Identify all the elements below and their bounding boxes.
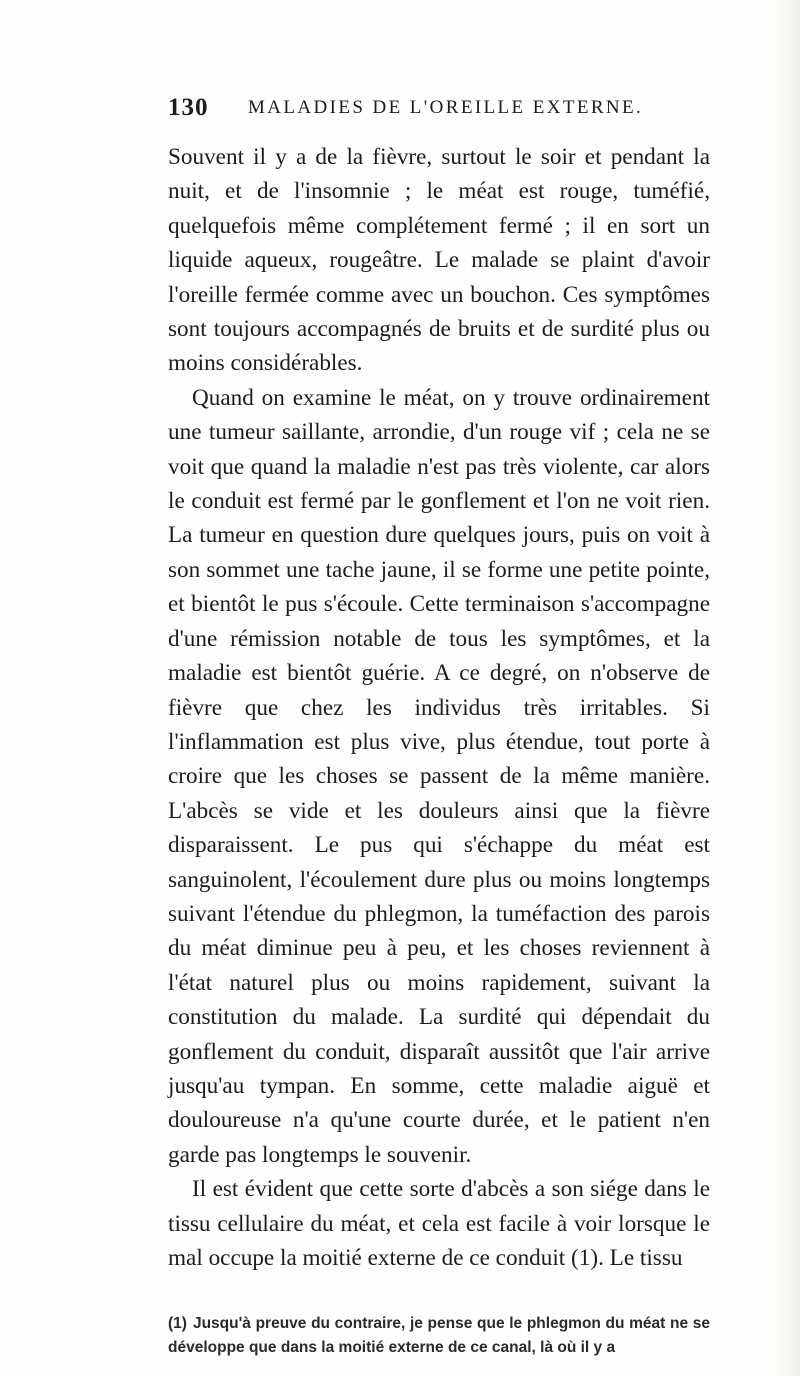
body-text <box>168 140 710 1275</box>
page-number: 130 <box>168 94 209 121</box>
paragraph-3: Il est évident que cette sorte d'abcès a son siége dans le tissu cellulaire du méat, et cela est facile à voir lorsque le mal occupe la moitié externe de ce conduit (1). Le tissu <box>168 1176 710 1271</box>
running-title: MALADIES DE L'OREILLE EXTERNE. <box>248 97 644 118</box>
page-edge-shadow <box>772 0 800 1376</box>
page-header <box>168 94 708 124</box>
paragraph-1: Souvent il y a de la fièvre, surtout le soir et pendant la nuit, et de l'insomnie ; le méat est rouge, tuméfié, quelquefois même complétement fermé ; il en sort un liquide aqueux, rougeâtre. Le malade se plaint d'avoir l'oreille fermée comme avec un bouchon. Ces symptômes sont toujours accompagnés de bruits et de surdité plus ou moins considérables. <box>168 144 710 377</box>
paragraph-2: Quand on examine le méat, on y trouve ordinairement une tumeur saillante, arrondie, d'un rouge vif ; cela ne se voit que quand la maladie n'est pas très violente, car alors le conduit est fermé par le gonflement et l'on ne voit rien. La tumeur en question dure quelques jours, puis on voit à son sommet une tache jaune, il se forme une petite pointe, et bientôt le pus s'écoule. Cette terminaison s'accompagne d'une rémission notable de tous les symptômes, et la maladie est bientôt guérie. A ce degré, on n'observe de fièvre que chez les individus très irritables. Si l'inflammation est plus vive, plus étendue, tout porte à croire que les choses se passent de la même manière. L'abcès se vide et les douleurs ainsi que la fièvre disparaissent. Le pus qui s'échappe du méat est sanguinolent, l'écoulement dure plus ou moins longtemps suivant l'étendue du phlegmon, la tuméfaction des parois du méat diminue peu à peu, et les choses reviennent à l'état naturel plus ou moins rapidement, suivant la constitution du malade. La surdité qui dépendait du gonflement du conduit, disparaît aussitôt que l'air arrive jusqu'au tympan. En somme, cette maladie aiguë et douloureuse n'a qu'une courte durée, et le patient n'en garde pas longtemps le souvenir. <box>168 384 710 1168</box>
footnote <box>168 1312 710 1360</box>
footnote-mark: (1) <box>168 1315 187 1332</box>
footnote-text: Jusqu'à preuve du contraire, je pense que le phlegmon du méat ne se développe que dans la moitié externe de ce canal, là où il y a <box>168 1315 710 1356</box>
